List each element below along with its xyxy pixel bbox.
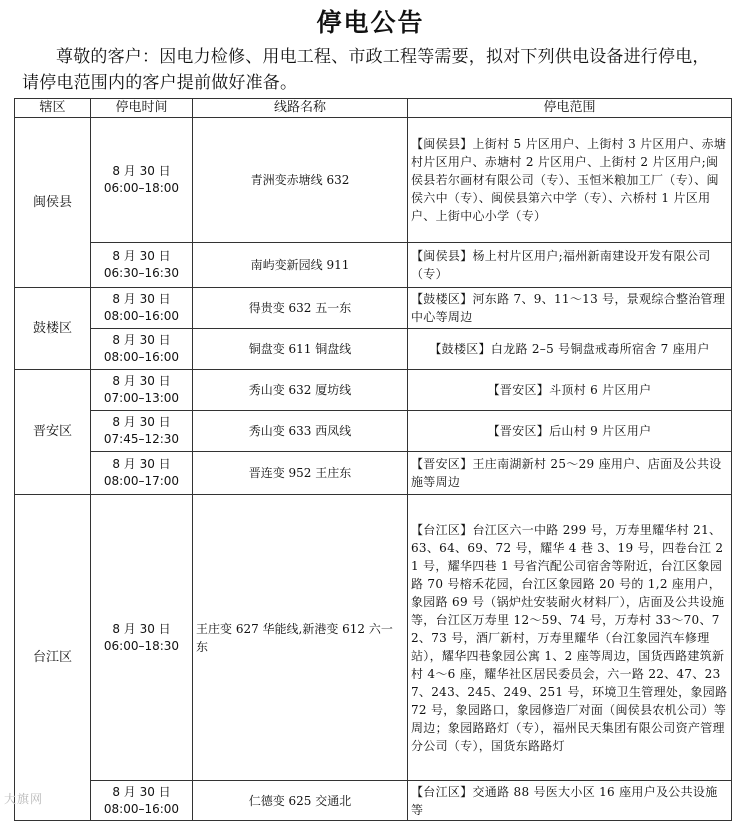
table-row xyxy=(15,781,732,821)
time-cell xyxy=(91,411,193,452)
range-cell: 【晋安区】后山村 9 片区用户 xyxy=(408,411,732,452)
watermark-logo: 大旗网 xyxy=(4,792,44,806)
page-title: 停电公告 xyxy=(316,8,425,37)
table-row xyxy=(15,118,732,243)
table-row xyxy=(15,495,732,781)
outage-hours: 07:45–12:30 xyxy=(103,432,180,446)
district-cell: 台江区 xyxy=(15,495,91,821)
outage-date: 8 月 30 日 xyxy=(112,333,171,347)
outage-hours: 06:00–18:00 xyxy=(103,181,180,195)
outage-date: 8 月 30 日 xyxy=(112,292,171,306)
outage-table xyxy=(14,98,732,821)
outage-date: 8 月 30 日 xyxy=(112,415,171,429)
range-cell: 【闽侯县】上街村 5 片区用户、上街村 3 片区用户、赤塘村片区用户、赤塘村 2 片区用户、上街村 2 片区用户;闽侯县若尔画材有限公司（专）、玉恒米粮加工厂（专）、闽侯六中（专）、闽侯县第六中学（专）、六桥村 1 片区用户、上街中心小学（专） xyxy=(408,118,732,243)
outage-hours: 08:00–16:00 xyxy=(103,801,180,816)
time-cell xyxy=(91,288,193,329)
time-cell xyxy=(91,781,193,821)
range-cell: 【闽侯县】杨上村片区用户;福州新南建设开发有限公司（专） xyxy=(408,243,732,288)
outage-date: 8 月 30 日 xyxy=(112,164,171,178)
outage-hours: 08:00–17:00 xyxy=(103,474,180,488)
outage-hours: 06:00–18:30 xyxy=(103,638,180,653)
table-row xyxy=(15,452,732,495)
time-cell xyxy=(91,243,193,288)
outage-hours: 06:30–16:30 xyxy=(103,266,180,280)
time-cell xyxy=(91,118,193,243)
line-cell: 仁德变 625 交通北 xyxy=(193,781,408,821)
line-cell: 青洲变赤塘线 632 xyxy=(193,118,408,243)
table-row xyxy=(15,243,732,288)
time-cell xyxy=(91,452,193,495)
line-cell: 晋连变 952 王庄东 xyxy=(193,452,408,495)
range-cell: 【台江区】交通路 88 号医大小区 16 座用户及公共设施等 xyxy=(408,781,732,821)
outage-date: 8 月 30 日 xyxy=(112,784,171,799)
header-range: 停电范围 xyxy=(408,99,732,118)
district-cell: 鼓楼区 xyxy=(15,288,91,370)
line-cell: 得贵变 632 五一东 xyxy=(193,288,408,329)
header-time: 停电时间 xyxy=(91,99,193,118)
header-line: 线路名称 xyxy=(193,99,408,118)
header-district: 辖区 xyxy=(15,99,91,118)
table-row xyxy=(15,411,732,452)
outage-hours: 08:00–16:00 xyxy=(103,350,180,364)
outage-date: 8 月 30 日 xyxy=(112,374,171,388)
range-cell: 【台江区】台江区六一中路 299 号，万寿里耀华村 21、63、64、69、72 号，耀华 4 巷 3、19 号，四卷台江 21 号，耀华四巷 1 号省汽配公司宿舍等附近，台江区象园路 70 号榕禾花园，台江区象园路 20 号的 1,2 座用户，象园路 69 号（锅炉灶安装耐火材料厂），店面及公共设施等，台江区万寿里 12～59、74 号，万寿村 33～70、72、73 号，酒厂新村，万寿里耀华（台江象园汽车修理站），耀华四巷象园公寓 1、2 座等周边，国货西路建筑新村 4～6 座，耀华社区居民委员会，六一路 22、47、237、243、245、249、251 号，环境卫生管理处，象园路 72 号，象园路口，象园修造厂对面（闽侯县农机公司）等周边；象园路路灯（专），福州民天集团有限公司资产管理分公司（专），国货东路路灯 xyxy=(408,495,732,781)
table-row xyxy=(15,288,732,329)
time-cell xyxy=(91,329,193,370)
line-cell: 王庄变 627 华能线,新港变 612 六一东 xyxy=(193,495,408,781)
district-cell: 晋安区 xyxy=(15,370,91,495)
time-cell xyxy=(91,370,193,411)
line-cell: 秀山变 632 厦坊线 xyxy=(193,370,408,411)
line-cell: 铜盘变 611 铜盘线 xyxy=(193,329,408,370)
outage-hours: 07:00–13:00 xyxy=(103,391,180,405)
outage-date: 8 月 30 日 xyxy=(112,457,171,471)
table-row xyxy=(15,329,732,370)
time-cell xyxy=(91,495,193,781)
line-cell: 南屿变新园线 911 xyxy=(193,243,408,288)
range-cell: 【晋安区】王庄南湖新村 25～29 座用户、店面及公共设施等周边 xyxy=(408,452,732,495)
table-row xyxy=(15,370,732,411)
line-cell: 秀山变 633 西凤线 xyxy=(193,411,408,452)
outage-hours: 08:00–16:00 xyxy=(103,309,180,323)
district-cell: 闽侯县 xyxy=(15,118,91,288)
notice-intro: 尊敬的客户：因电力检修、用电工程、市政工程等需要，拟对下列供电设备进行停电，请停电范围内的客户提前做好准备。 xyxy=(22,47,710,93)
range-cell: 【晋安区】斗顶村 6 片区用户 xyxy=(408,370,732,411)
range-cell: 【鼓楼区】白龙路 2–5 号铜盘戒毒所宿舍 7 座用户 xyxy=(408,329,732,370)
table-header-row xyxy=(15,99,732,118)
outage-date: 8 月 30 日 xyxy=(112,621,171,636)
outage-date: 8 月 30 日 xyxy=(112,249,171,263)
range-cell: 【鼓楼区】河东路 7、9、11～13 号，景观综合整治管理中心等周边 xyxy=(408,288,732,329)
